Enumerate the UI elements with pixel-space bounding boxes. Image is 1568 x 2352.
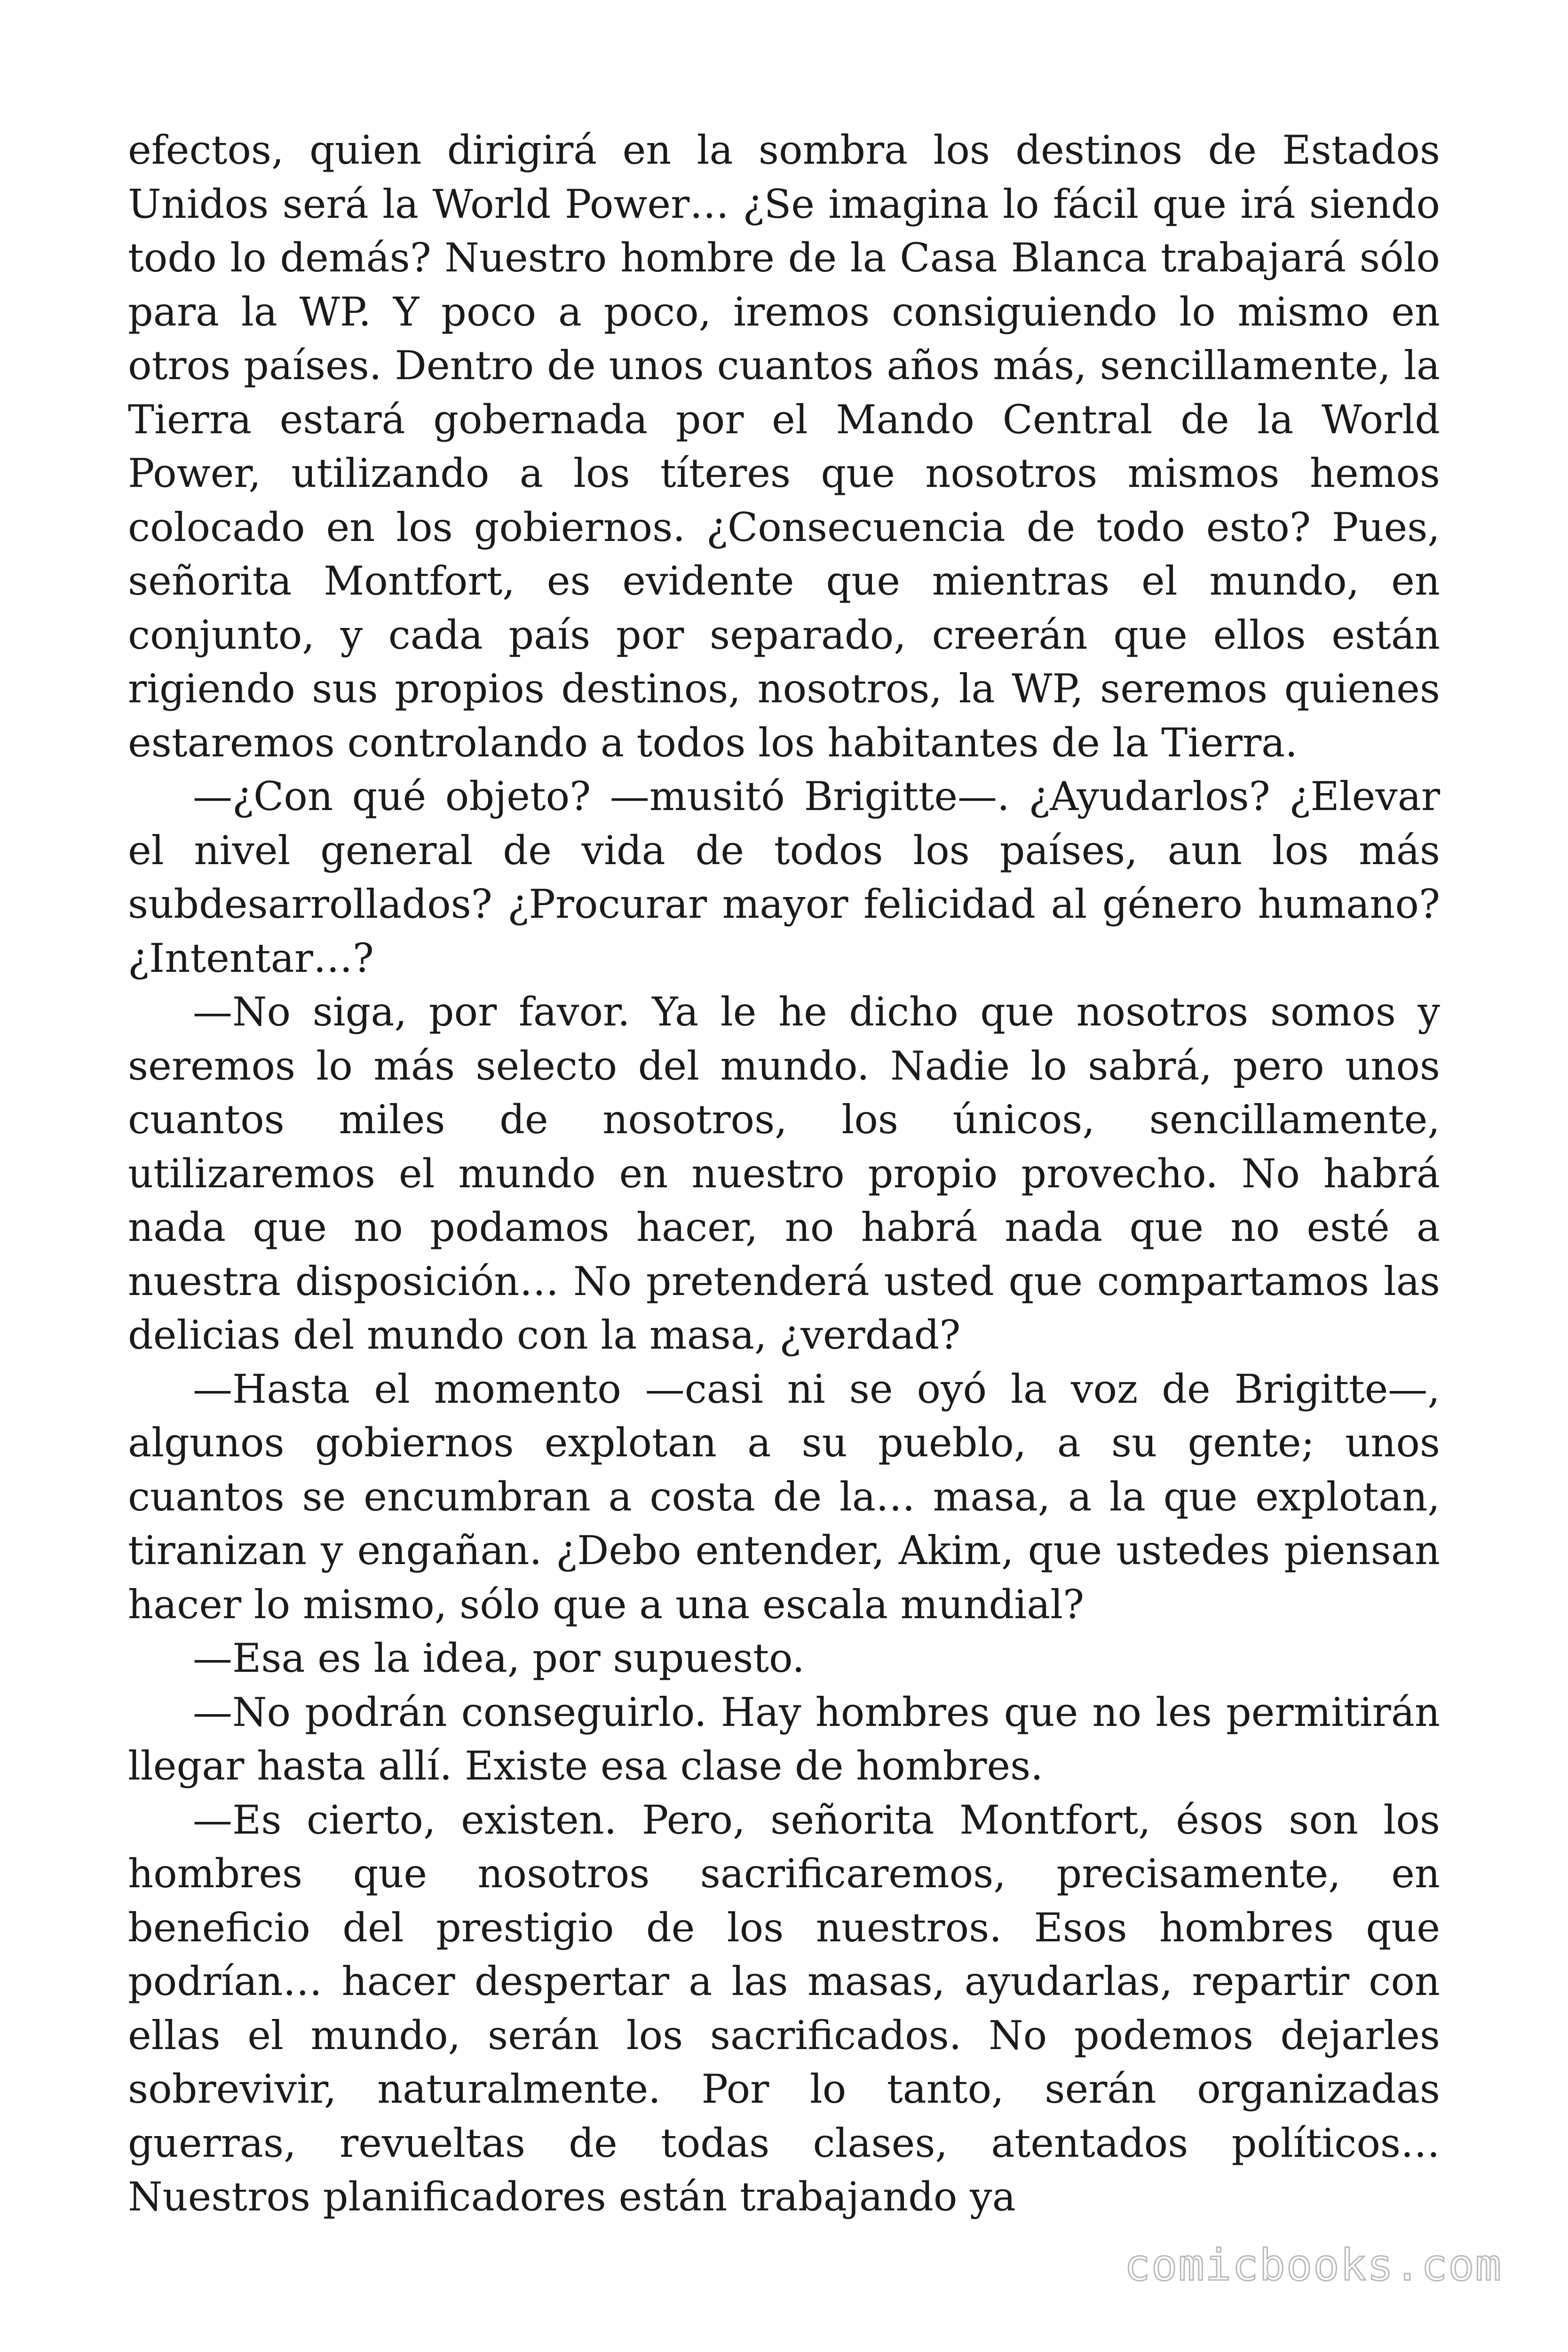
paragraph-2: —¿Con qué objeto? —musitó Brigitte—. ¿Ayudarlos? ¿Elevar el nivel general de vida de todos los países, aun los más subdesarrollados? ¿Procurar mayor felicidad al género humano? ¿Intentar…? (128, 773, 1440, 981)
paragraph-5: —Esa es la idea, por supuesto. (193, 1635, 805, 1681)
paragraph-6: —No podrán conseguirlo. Hay hombres que no les permitirán llegar hasta allí. Existe esa clase de hombres. (128, 1689, 1440, 1789)
paragraph-4: —Hasta el momento —casi ni se oyó la voz de Brigitte—, algunos gobiernos explotan a su pueblo, a su gente; unos cuantos se encumbran a costa de la… masa, a la que explotan, tiranizan y engañan. ¿Debo entender, Akim, que ustedes piensan hacer lo mismo, sólo que a una escala mundial? (128, 1366, 1440, 1628)
paragraph-3: —No siga, por favor. Ya le he dicho que nosotros somos y seremos lo más selecto del mundo. Nadie lo sabrá, pero unos cuantos miles de nosotros, los únicos, sencillamente, utilizaremos el mundo en nuestro propio provecho. No habrá nada que no podamos hacer, no habrá nada que no esté a nuestra disposición… No pretenderá usted que compartamos las delicias del mundo con la masa, ¿verdad? (128, 989, 1440, 1358)
watermark: comicbooks.com (1124, 2240, 1502, 2290)
paragraph-1: efectos, quien dirigirá en la sombra los destinos de Estados Unidos será la World Power… ¿Se imagina lo fácil que irá siendo todo lo demás? Nuestro hombre de la Casa Blanca trabajará sólo para la WP. Y poco a poco, iremos consiguiendo lo mismo en otros países. Dentro de unos cuantos años más, sencillamente, la Tierra estará gobernada por el Mando Central de la World Power, utilizando a los títeres que nosotros mismos hemos colocado en los gobiernos. ¿Consecuencia de todo esto? Pues, señorita Montfort, es evidente que mientras el mundo, en conjunto, y cada país por separado, creerán que ellos están rigiendo sus propios destinos, nosotros, la WP, seremos quienes estaremos controlando a todos los habitantes de la Tierra. (128, 127, 1440, 766)
page-body-text (128, 123, 1440, 2224)
paragraph-7: —Es cierto, existen. Pero, señorita Montfort, ésos son los hombres que nosotros sacrificaremos, precisamente, en beneficio del prestigio de los nuestros. Esos hombres que podrían… hacer despertar a las masas, ayudarlas, repartir con ellas el mundo, serán los sacrificados. No podemos dejarles sobrevivir, naturalmente. Por lo tanto, serán organizadas guerras, revueltas de todas clases, atentados políticos… Nuestros planificadores están trabajando ya (128, 1796, 1440, 2220)
